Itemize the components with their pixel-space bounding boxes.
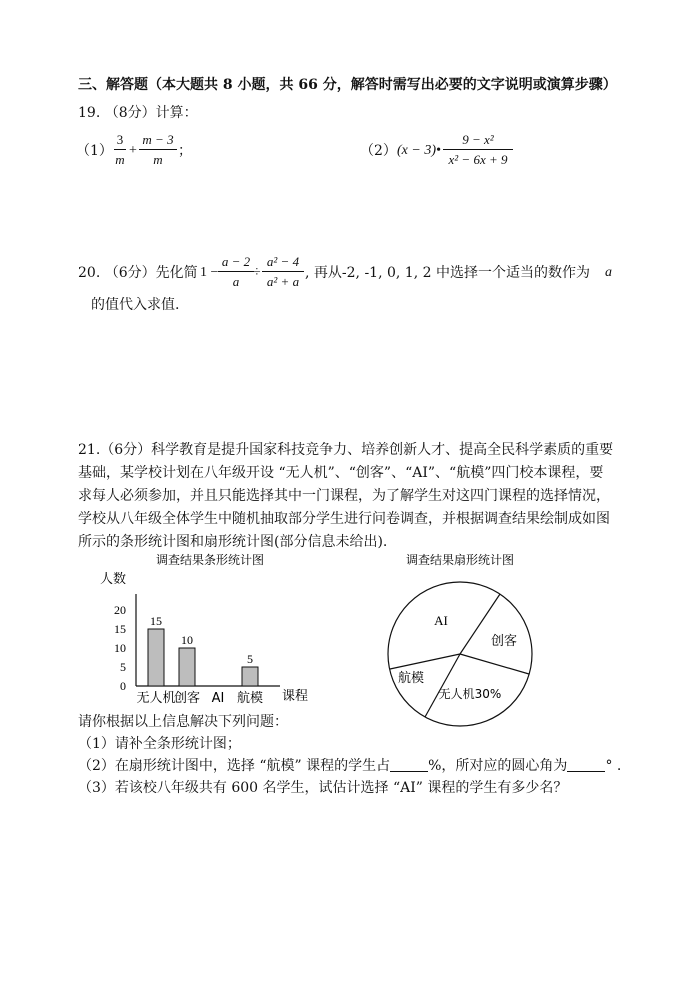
pie-label-ai: AI	[434, 613, 448, 628]
q20-fraction2	[262, 253, 304, 290]
plus-sign: +	[129, 143, 137, 158]
y-tick-label: 20	[114, 603, 126, 617]
fraction-bar	[443, 149, 513, 150]
pie-label-chuangke: 创客	[490, 634, 518, 649]
q19-part1-fraction2	[139, 131, 177, 168]
bar-chart-title: 调查结果条形统计图	[155, 553, 265, 567]
section-header: 三、解答题（本大题共 8 小题，共 66 分，解答时需写出必要的文字说明或演算步骤）	[78, 77, 617, 93]
fraction-numerator: 3	[116, 132, 124, 147]
x-category-label: AI	[211, 691, 225, 706]
q21-sub2-text-b: %，所对应的圆心角为	[428, 758, 568, 774]
fraction-bar	[262, 271, 304, 272]
bar-3	[242, 667, 258, 686]
bar-chart-bars	[148, 614, 258, 686]
q21-sub1: （1）请补全条形统计图；	[78, 736, 241, 752]
q21-line-5: 所示的条形统计图和扇形统计图(部分信息未给出).	[78, 534, 388, 550]
fraction-denominator: a	[232, 274, 240, 289]
pie-label-hangmo: 航模	[397, 671, 425, 686]
y-tick-label: 10	[114, 641, 126, 655]
q21-line-3: 求每人必须参加，并且只能选择其中一门课程，为了解学生对这四门课程的选择情况，	[78, 488, 610, 504]
q19-part2-label: （2）	[360, 143, 397, 159]
x-category-label: 航模	[236, 691, 264, 706]
y-tick-label: 15	[114, 622, 126, 636]
semicolon: ；	[178, 143, 192, 159]
pie-chart-title: 调查结果扇形统计图	[405, 553, 515, 567]
bar-1	[179, 648, 195, 686]
q19-part1-fraction1	[114, 131, 126, 168]
fraction-denominator: m	[115, 152, 125, 167]
fraction-numerator: 9 − x²	[462, 132, 494, 147]
bar-value-label: 5	[247, 652, 253, 666]
bar-value-label: 15	[150, 614, 162, 628]
fraction-denominator: x² − 6x + 9	[448, 152, 508, 167]
q21-line-2: 基础，某学校计划在八年级开设 “无人机”、“创客”、“AI”、“航模”四门校本课程，要	[78, 465, 604, 481]
bar-0	[148, 629, 164, 686]
q20-line2: 的值代入求值.	[91, 297, 180, 313]
y-tick-label: 5	[120, 660, 126, 674]
q21-sub2-text-c: ° .	[605, 758, 622, 774]
q21-prompt: 请你根据以上信息解决下列问题：	[78, 714, 288, 730]
y-tick-label: 0	[120, 679, 126, 693]
fraction-bar	[218, 271, 254, 272]
pie-chart	[380, 548, 540, 733]
q20-variable: a	[605, 265, 612, 280]
q19-title: 19. （8分）计算：	[78, 105, 198, 121]
fraction-numerator: m − 3	[142, 132, 174, 147]
q21-sub3: （3）若该校八年级共有 600 名学生，试估计选择 “AI” 课程的学生有多少名？	[78, 780, 568, 796]
fraction-numerator: a² − 4	[266, 254, 300, 269]
q21-sub2-text-a: （2）在扇形统计图中，选择 “航模” 课程的学生占	[78, 758, 391, 774]
q20-suffix: , 再从-2, -1, 0, 1, 2 中选择一个适当的数作为	[305, 265, 590, 281]
angle-answer-blank[interactable]	[567, 771, 605, 772]
q20-fraction1	[218, 253, 254, 290]
fraction-bar	[139, 149, 177, 150]
percent-answer-blank[interactable]	[390, 771, 428, 772]
bar-value-label: 10	[181, 633, 193, 647]
divide-sign: ÷	[253, 265, 261, 280]
x-category-label: 创客	[173, 691, 201, 706]
pie-label-wurenji: 无人机30%	[438, 687, 502, 701]
fraction-bar	[114, 149, 126, 150]
q21-line-1: 21.（6分）科学教育是提升国家科技竞争力、培养创新人才、提高全民科学素质的重要	[78, 442, 614, 458]
bar-chart-xlabel: 课程	[282, 689, 309, 704]
bar-chart-xlabels	[136, 690, 263, 706]
q21-sub2	[78, 756, 621, 776]
q20-one-minus: 1 −	[200, 265, 219, 280]
q20-prefix: 20. （6分）先化简	[78, 265, 198, 281]
q19-part1-label: （1）	[76, 143, 113, 159]
fraction-denominator: a² + a	[266, 274, 300, 289]
q19-part2-fraction	[443, 131, 513, 168]
bar-chart-ylabel: 人数	[100, 572, 127, 587]
q19-part2-prefix: (x − 3)•	[397, 143, 441, 158]
bar-chart-yticks	[114, 603, 126, 693]
x-category-label: 无人机	[136, 691, 176, 706]
q21-line-4: 学校从八年级全体学生中随机抽取部分学生进行问卷调查，并根据调查结果绘制成如图	[78, 511, 610, 527]
fraction-numerator: a − 2	[221, 254, 251, 269]
bar-chart	[90, 548, 320, 713]
fraction-denominator: m	[153, 152, 163, 167]
